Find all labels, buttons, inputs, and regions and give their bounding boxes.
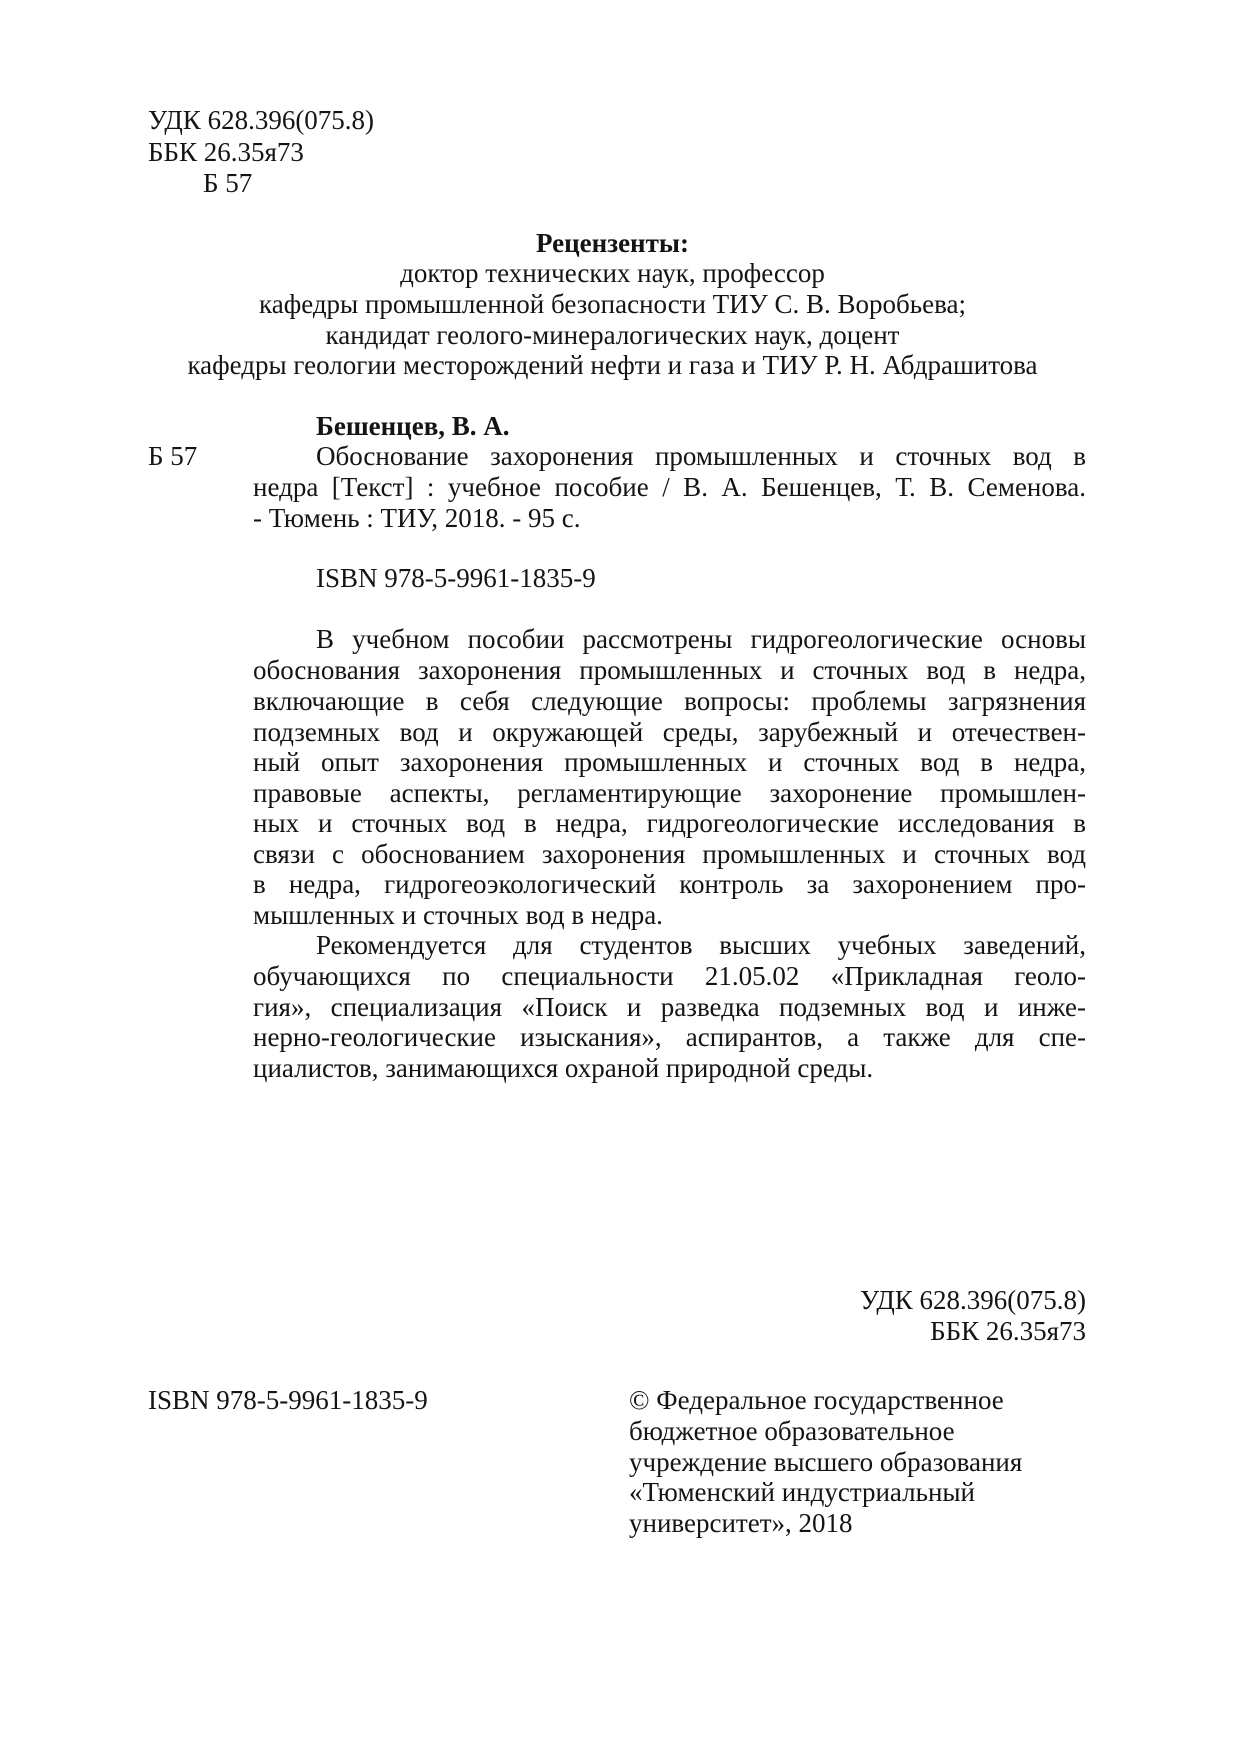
bib-isbn: ISBN 978-5-9961-1835-9 (316, 563, 596, 593)
recommendation-line: Рекомендуется для студентов высших учебных заведений, (316, 930, 1086, 960)
recommendation-line: обучающихся по специальности 21.05.02 «Прикладная геоло- (253, 961, 1086, 991)
bib-desc-line: - Тюмень : ТИУ, 2018. - 95 с. (253, 503, 581, 533)
recommendation-line: циалистов, занимающихся охраной природной среды. (253, 1053, 874, 1083)
footer-isbn: ISBN 978-5-9961-1835-9 (148, 1385, 428, 1415)
copyright-line: бюджетное образовательное (629, 1416, 955, 1446)
abstract-line: ный опыт захоронения промышленных и сточных вод в недра, (253, 747, 1086, 777)
abstract-line: правовые аспекты, регламентирующие захоронение промышлен- (253, 778, 1086, 808)
recommendation-line: нерно-геологические изыскания», аспирантов, а также для спе- (253, 1022, 1086, 1052)
copyright-line: © Федеральное государственное (629, 1385, 1004, 1415)
abstract-line: ных и сточных вод в недра, гидрогеологические исследования в (253, 808, 1086, 838)
bib-author: Бешенцев, В. А. (316, 411, 510, 441)
abstract-line: В учебном пособии рассмотрены гидрогеологические основы (316, 624, 1086, 654)
abstract-line: связи с обоснованием захоронения промышленных и сточных вод (253, 839, 1086, 869)
recommendation-line: гия», специализация «Поиск и разведка подземных вод и инже- (253, 992, 1086, 1022)
reviewer-line: доктор технических наук, профессор (400, 258, 825, 288)
reviewer-line: кафедры промышленной безопасности ТИУ С. В. Воробьева; (259, 289, 966, 319)
reviewer-line: кандидат геолого-минералогических наук, доцент (325, 320, 900, 350)
header-author-mark: Б 57 (203, 168, 253, 198)
abstract-line: в недра, гидрогеоэкологический контроль за захоронением про- (253, 869, 1086, 899)
copyright-line: «Тюменский индустриальный (629, 1477, 975, 1507)
reviewers-title: Рецензенты: (536, 228, 689, 258)
bib-desc-line: недра [Текст] : учебное пособие / В. А. Бешенцев, Т. В. Семенова. (253, 472, 1086, 502)
abstract-line: обоснования захоронения промышленных и сточных вод в недра, (253, 655, 1086, 685)
bib-desc-line: Обоснование захоронения промышленных и сточных вод в (316, 441, 1086, 471)
header-udk: УДК 628.396(075.8) (148, 105, 375, 135)
reviewer-line: кафедры геологии месторождений нефти и газа и ТИУ Р. Н. Абдрашитова (187, 350, 1038, 380)
abstract-line: мышленных и сточных вод в недра. (253, 900, 663, 930)
footer-bbk: ББК 26.35я73 (930, 1316, 1086, 1346)
copyright-line: университет», 2018 (629, 1508, 853, 1538)
bib-mark: Б 57 (148, 441, 198, 471)
footer-udk: УДК 628.396(075.8) (859, 1285, 1086, 1315)
copyright-line: учреждение высшего образования (629, 1447, 1023, 1477)
abstract-line: включающие в себя следующие вопросы: проблемы загрязнения (253, 686, 1086, 716)
header-bbk: ББК 26.35я73 (148, 137, 304, 167)
abstract-line: подземных вод и окружающей среды, зарубежный и отечествен- (253, 717, 1086, 747)
